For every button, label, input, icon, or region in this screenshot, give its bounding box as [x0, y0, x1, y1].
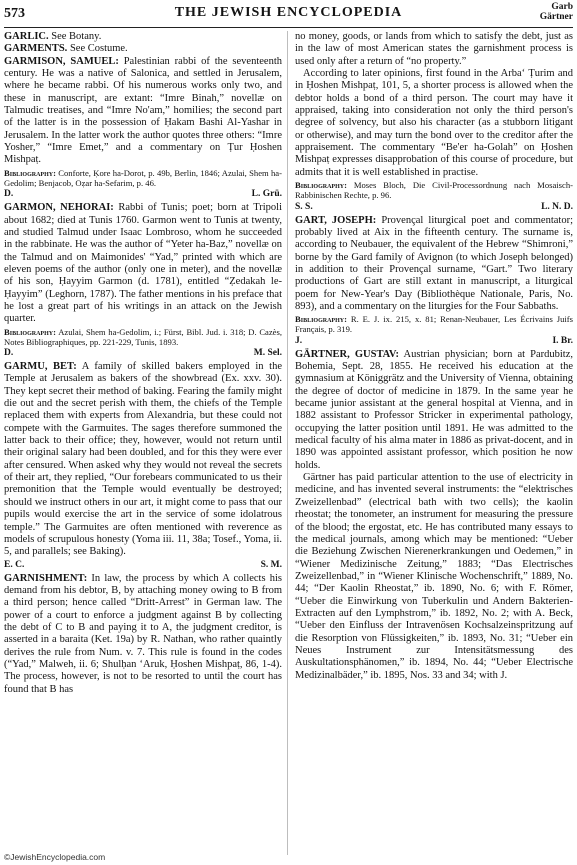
signature-left: D. — [4, 189, 14, 200]
column-divider — [287, 31, 288, 855]
entry-text: See Costume. — [67, 43, 128, 55]
entry-head: GARMISON, SAMUEL: — [4, 55, 119, 67]
page-number: 573 — [4, 6, 25, 21]
signature-right: I. Br. — [552, 335, 573, 346]
bibliography-text: Azulai, Shem ha-Gedolim, i.; Fürst, Bibl. Jud. i. 318; D. Cazès, Notes Bibliographiques, pp. 221-229, Tunis, 1893. — [4, 326, 282, 347]
watermark-link[interactable]: ©JewishEncyclopedia.com — [4, 852, 106, 862]
bibliography-label: Bibliography: — [4, 326, 56, 337]
signature-right: L. Grü. — [251, 189, 282, 200]
entry-head: GART, JOSEPH: — [295, 214, 377, 226]
entry-garlic — [4, 31, 282, 43]
bibliography — [295, 180, 573, 200]
bibliography — [4, 168, 282, 188]
bibliography-label: Bibliography: — [295, 314, 347, 325]
right-column — [295, 31, 573, 682]
signature-left: D. — [4, 348, 14, 359]
entry-garmison — [4, 56, 282, 167]
entry-head: GARMENTS. — [4, 43, 68, 55]
bibliography — [4, 327, 282, 347]
signature-right: L. N. D. — [541, 201, 573, 212]
entry-text: A family of skilled bakers employed in the Temple at Jerusalem as bakers of the showbread (Ex. xxv. 30). They kept secret their method of baking. Fearing the family might die out and the secret perish with them, the chiefs of the Temple replaced them with experts from Alexandria, but these could not compete with the Garmuites. The sages therefore summoned the latter back to their office; they, however, would not return until their original salary had been doubled, and for this they were ever after censured. When asked why they would not reveal the secrets of their art, they replied, “Our forebears communicated to us their premonition that the Temple would eventually be destroyed; should we instruct others in our art, it might come to pass that our pupils would exercise the art in the service of some idolatrous temple.” The Garmuites are often mentioned with reverence as models of scrupulous honesty (Yoma iii. 11, 38a; Tosef., Yoma, ii. 5, and parallels; see Baking). — [4, 361, 282, 558]
signature-right: S. M. — [260, 559, 282, 570]
running-head-top: Garb — [551, 2, 573, 12]
entry-text: Austrian physician; born at Pardubitz, Bohemia, Sept. 28, 1855. He received his education at the gymnasium at Königgrätz and the University of Vienna, obtaining the degree of doctor of medicine in 1879. In the same year he became junior assistant at the general hospital at Vienna, and in 1882 assistant to Professor Stricker in experimental pathology, occupying the latter position until 1891. He was admitted to the medical faculty of his alma mater in 1886 as privat-docent, and in 1890 was appointed assistant professor, which position he now holds. — [295, 348, 573, 471]
entry-head: GARMU, BET: — [4, 361, 77, 373]
entry-head: GARLIC. — [4, 31, 49, 42]
entry-text: See Botany. — [48, 31, 102, 42]
entry-gart — [295, 215, 573, 314]
signature-left: E. C. — [4, 559, 25, 570]
author-signature — [295, 201, 573, 213]
bibliography-label: Bibliography: — [295, 180, 347, 191]
entry-text: Palestinian rabbi of the seventeenth century. He was a native of Salonica, and settled in Jerusalem, where he became rabbi. Of his numerous works only two, and these in manuscript, are extant: “Imre Binah,” novellæ on Talmudic treatises, and “Imre No'am,” homilies; the second part of the latter is in the possession of Ḥakam Bashi Al-Yashar in Jerusalem. In the latter work the author quotes three others: “Imre Yosher,” “Imre Emet,” and a commentary on Ṭur Ḥoshen Mishpaṭ. — [4, 55, 282, 166]
entry-garnishment-continued: no money, goods, or lands from which to satisfy the debt, just as in the law of most American states the garnishment process is used only after a return of “no property.” — [295, 31, 573, 67]
bibliography-label: Bibliography: — [4, 167, 56, 178]
author-signature — [4, 559, 282, 571]
author-signature — [295, 335, 573, 347]
author-signature — [4, 188, 282, 200]
entry-garnishment — [4, 573, 282, 696]
entry-text: In law, the process by which A collects his demand from his debtor, B, by attaching money owing to B from a third person; hence called “Dritt-Arrest” in German law. The power of a court to enforce a judgment against B by collecting the debt of C to B and paying it to A, the judgment creditor, is asserted in a baraita (Ket. 19a) by R. Nathan, who rather quaintly derives the rule from Num. v. 7. This rule is found in the codes (“Yad,” Malweh, ii. 6; Shulḥan ʻAruk, Ḥoshen Mishpaṭ, 86, 1-4). The process, however, is not to be resorted to until the court has found that B has — [4, 572, 282, 695]
entry-text: Provençal liturgical poet and commentator; probably lived at Aix in the fifteenth century. The surname is, according to Neubauer, the equivalent of the Hebrew “Shimroni,” borne by the Gard family of Avignon (to which Joseph belonged) in addition to their Provençal surname, “Gart.” Two literary productions of Gart are still extant in manuscript, a liturgical poem for New-Year's Day (Bibliothèque Nationale, Paris, No. 893), and a commentary on the liturgies for the Four Sabbaths. — [295, 214, 573, 312]
left-column — [4, 31, 282, 696]
bibliography-text: Conforte, Ḳore ha-Dorot, p. 49b, Berlin, 1846; Azulai, Shem ha-Gedolim; Benjacob, Oẓar ha-Sefarim, p. 46. — [4, 167, 282, 188]
entry-head: GARNISHMENT: — [4, 572, 88, 584]
header-rule — [4, 27, 573, 28]
entry-head: GARMON, NEHORAI: — [4, 202, 114, 214]
signature-left: J. — [295, 335, 303, 346]
entry-garments — [4, 43, 282, 55]
page-header — [4, 4, 573, 28]
signature-left: S. S. — [295, 201, 313, 212]
bibliography-text: R. E. J. ix. 215, x. 81; Renan-Neubauer, Les Écrivains Juifs Français, p. 319. — [295, 314, 573, 335]
entry-garmon — [4, 202, 282, 325]
paragraph: Gärtner has paid particular attention to the use of electricity in medicine, and has invented several instruments: the “elektrisches Zweizellenbad” (electrical bath with two cells); the kaolin rheostat; the tonometer, an instrument for measuring the pressure of the blood; the ergostat, etc. He has contributed many essays to the medical journals, among which may be mentioned: “Ueber die Beziehung Zwischen Nierenerkrankungen und Oedemen,” in “Wiener Medizinische Zeitung,” 1883; “Das Electrisches Zweizellenbad,” in “Wiener Klinische Wochenschrift,” 1889, No. 44; “Der Kaolin Rheostat,” ib. 1890, No. 6; with F. Römer, “Ueber die Einwirkung von Tuberkulin und Andern Bakterien-Extracten auf den Lymphstrom,” ib. 1892, No. 2; with A. Beck, “Ueber den Einfluss der Intravenösen Kochsalzeinspritzung auf die Resorption von Flüssigkeiten,” ib. 1893, No. 31; “Ueber ein Neues Instrument zur Intensitätsmessung des Auskultationsphänomen,” ib. 1894, No. 44; “Ueber Electrische Medizinalbäder,” ib. 1895, Nos. 33 and 34; with J. — [295, 472, 573, 681]
bibliography — [295, 314, 573, 334]
entry-gartner — [295, 349, 573, 472]
entry-garmu — [4, 361, 282, 559]
entry-text: Rabbi of Tunis; poet; born at Tripoli about 1682; died at Tunis 1760. Garmon went to Tunis at twenty, and studied Talmud under Isaac Lombroso, whom he succeeded in the rabbinate. He was the author of “Yeter ha-Baz,” novellæ on the Talmud and on Maimonides' “Yad,” printed with which are eleven poems of the author (only one in meter), and the novellæ of his son, Ḥayyim Garmon (d. 1781), entitled “Ẓedakah le-Ḥayyim” (Leghorn, 1787). The father mentions in his preface that he lost a great part of his writings in an attack on the Jewish quarter. — [4, 202, 282, 325]
running-head — [540, 2, 573, 22]
running-head-bottom: Gärtner — [539, 12, 573, 22]
bibliography-text: Moses Bloch, Die Civil-Processordnung nach Mosaisch-Rabbinischen Rechte, p. 96. — [295, 180, 573, 201]
page-title: THE JEWISH ENCYCLOPEDIA — [174, 5, 403, 20]
author-signature — [4, 347, 282, 359]
paragraph: According to later opinions, first found in the Arbaʻ Ṭurim and in Ḥoshen Mishpaṭ, 101, 5, a shorter process is allowed when the debtor holds a bond of a third person. The court may have it appraised, taking into consideration not only the third person's degree of solvency, but also his character (as a stubborn litigant or otherwise), and may turn the bond over to the creditor after the appraisement. The commentary “Be'er ha-Golah” on Ḥoshen Mishpaṭ expresses disapprobation of this course of procedure, but admits that it is well established in practise. — [295, 68, 573, 178]
entry-head: GÄRTNER, GUSTAV: — [295, 348, 400, 360]
signature-right: M. Sel. — [253, 348, 282, 359]
